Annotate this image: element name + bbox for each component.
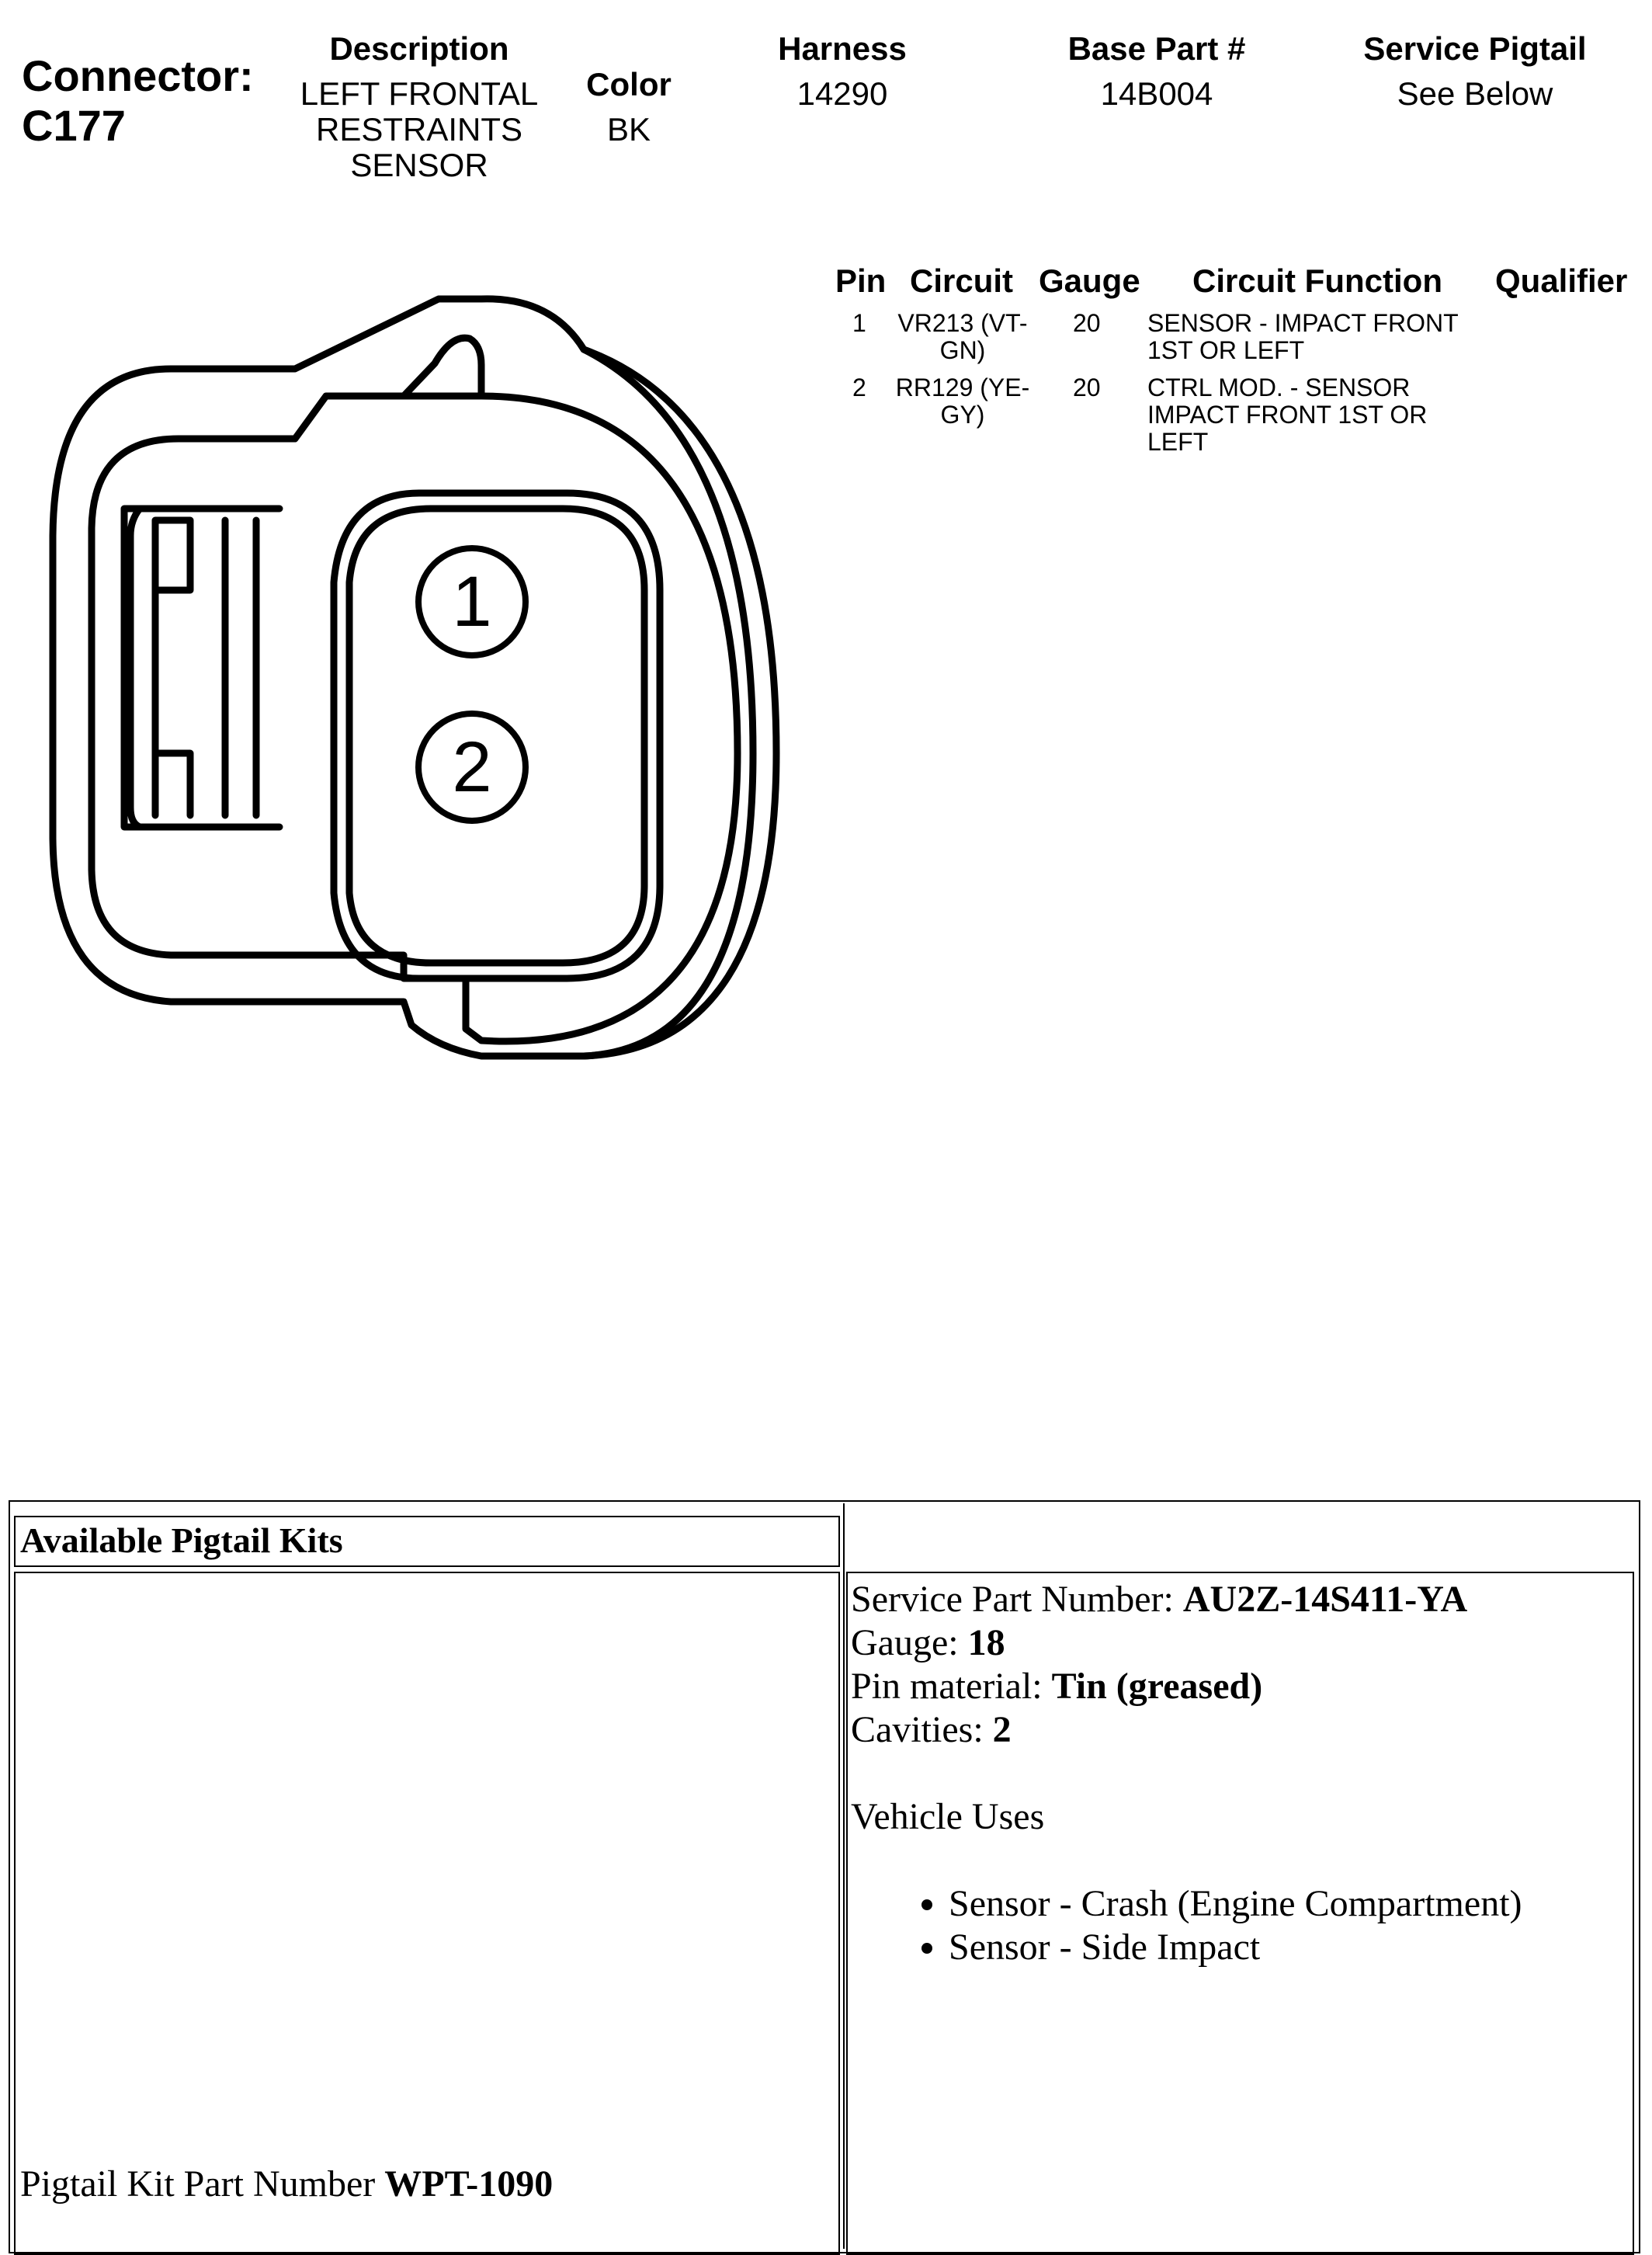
service-pigtail-heading: Service Pigtail bbox=[1363, 30, 1587, 67]
color-heading: Color bbox=[586, 66, 672, 102]
function-line: CTRL MOD. - SENSOR bbox=[1147, 374, 1411, 401]
list-item: • Sensor - Crash (Engine Compartment) bbox=[949, 1882, 1522, 1926]
function-line: 1ST OR LEFT bbox=[1147, 336, 1305, 364]
description-line: RESTRAINTS bbox=[315, 111, 523, 148]
gauge-label: Gauge: bbox=[851, 1622, 968, 1663]
connector-face-diagram bbox=[0, 280, 807, 1072]
service-pigtail-column bbox=[1335, 31, 1615, 112]
pin-number: 1 bbox=[852, 309, 866, 337]
pin-material-line bbox=[851, 1665, 1522, 1708]
description-column bbox=[287, 31, 551, 183]
gauge-line bbox=[851, 1621, 1522, 1665]
locking-bar bbox=[124, 509, 279, 827]
color-value: BK bbox=[606, 111, 651, 148]
service-part-number: AU2Z-14S411-YA bbox=[1182, 1579, 1468, 1620]
connector-outer-housing bbox=[53, 299, 776, 1056]
pin-number: 2 bbox=[852, 374, 866, 401]
kit-part-label: Pigtail Kit Part Number bbox=[20, 2163, 385, 2205]
gauge-cell: 20 bbox=[1073, 309, 1101, 337]
pin-material-value: Tin (greased) bbox=[1051, 1666, 1263, 1707]
function-line: LEFT bbox=[1147, 428, 1209, 456]
list-item: • Sensor - Side Impact bbox=[949, 1926, 1522, 1969]
function-cell bbox=[1147, 310, 1459, 364]
pigtail-image-cell bbox=[14, 1572, 840, 2255]
circuit-cell bbox=[893, 374, 1032, 429]
description-heading: Description bbox=[329, 30, 509, 67]
gauge-value: 18 bbox=[967, 1622, 1005, 1663]
locking-bar-edge bbox=[130, 509, 140, 827]
connector-title bbox=[22, 51, 254, 151]
circuit-cell bbox=[893, 310, 1032, 364]
base-part-value: 14B004 bbox=[1100, 75, 1213, 112]
pin-1-label: 1 bbox=[452, 562, 492, 641]
circuit-function-header: Circuit Function bbox=[1192, 262, 1442, 299]
gauge-cell: 20 bbox=[1073, 374, 1101, 401]
harness-heading: Harness bbox=[778, 30, 907, 67]
circuit-line: GY) bbox=[940, 401, 985, 429]
pin-header: Pin bbox=[835, 262, 887, 299]
service-part-label: Service Part Number: bbox=[851, 1579, 1183, 1620]
qualifier-header: Qualifier bbox=[1495, 262, 1628, 299]
circuit-line: VR213 (VT- bbox=[897, 309, 1028, 337]
harness-value: 14290 bbox=[796, 75, 888, 112]
vehicle-uses-list bbox=[851, 1882, 1522, 1969]
description-line: LEFT FRONTAL bbox=[300, 75, 539, 112]
description-line: SENSOR bbox=[350, 147, 488, 183]
harness-column bbox=[749, 31, 935, 112]
base-part-column bbox=[1032, 31, 1281, 112]
cavities-line bbox=[851, 1708, 1522, 1752]
column-divider bbox=[843, 1503, 845, 2249]
pin-material-label: Pin material: bbox=[851, 1666, 1052, 1707]
pigtail-details bbox=[851, 1578, 1522, 1969]
kit-part-value: WPT-1090 bbox=[384, 2163, 554, 2205]
circuit-line: GN) bbox=[939, 336, 986, 364]
function-cell bbox=[1147, 374, 1427, 456]
connector-id: C177 bbox=[22, 101, 126, 150]
pigtail-kits-heading: Available Pigtail Kits bbox=[14, 1516, 840, 1567]
service-pigtail-value: See Below bbox=[1397, 75, 1553, 112]
color-column bbox=[559, 67, 699, 148]
pin-2-label: 2 bbox=[452, 728, 492, 807]
connector-top-latch bbox=[404, 338, 481, 396]
service-part-line bbox=[851, 1578, 1522, 1621]
function-line: IMPACT FRONT 1ST OR bbox=[1147, 401, 1428, 429]
function-line: SENSOR - IMPACT FRONT bbox=[1147, 309, 1459, 337]
circuit-line: RR129 (YE- bbox=[895, 374, 1030, 401]
gauge-header: Gauge bbox=[1039, 262, 1140, 299]
circuit-header: Circuit bbox=[910, 262, 1014, 299]
cavities-label: Cavities: bbox=[851, 1709, 993, 1750]
cavities-value: 2 bbox=[992, 1709, 1012, 1750]
pigtail-kit-part-number bbox=[20, 2163, 553, 2206]
vehicle-uses-label: Vehicle Uses bbox=[851, 1796, 1045, 1837]
connector-label: Connector: bbox=[22, 51, 254, 100]
base-part-heading: Base Part # bbox=[1067, 30, 1246, 67]
